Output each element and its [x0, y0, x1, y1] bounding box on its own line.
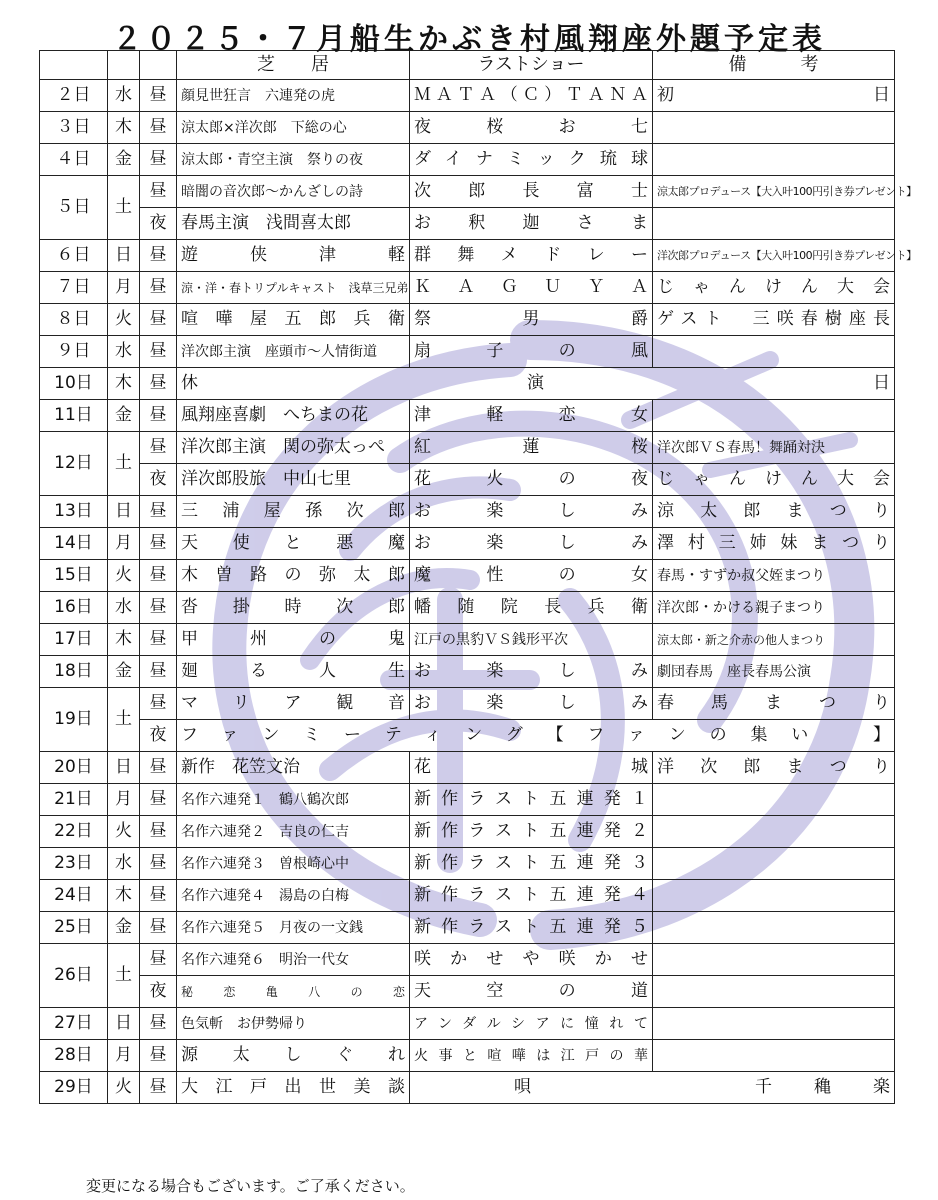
table-row	[40, 304, 895, 336]
show-cell: 幡随院長兵衛	[410, 592, 653, 624]
weekday-cell: 水	[108, 80, 140, 112]
table-row	[40, 976, 895, 1008]
show-cell: お釈迦さま	[410, 208, 653, 240]
table-row	[40, 656, 895, 688]
slot-cell: 夜	[140, 464, 177, 496]
table-row	[40, 848, 895, 880]
show-cell: 津軽恋女	[410, 400, 653, 432]
slot-cell: 夜	[140, 976, 177, 1008]
play-cell: 涼太郎×洋次郎 下総の心	[177, 112, 410, 144]
table-row	[40, 816, 895, 848]
slot-cell: 昼	[140, 112, 177, 144]
header-last-show: ラストショー	[410, 51, 653, 80]
table-row	[40, 464, 895, 496]
show-cell: ＫＡＧＵＹＡ	[410, 272, 653, 304]
date-cell: 28日	[40, 1040, 108, 1072]
weekday-cell: 水	[108, 848, 140, 880]
slot-cell: 昼	[140, 432, 177, 464]
note-cell: 洋次郎ＶＳ春馬！舞踊対決	[653, 432, 895, 464]
note-cell	[653, 944, 895, 976]
slot-cell: 昼	[140, 80, 177, 112]
weekday-cell: 月	[108, 1040, 140, 1072]
show-cell: 花火の夜	[410, 464, 653, 496]
date-cell: 26日	[40, 944, 108, 1008]
table-row	[40, 272, 895, 304]
play-cell: 春馬主演 浅間喜太郎	[177, 208, 410, 240]
date-cell: ４日	[40, 144, 108, 176]
slot-cell: 昼	[140, 784, 177, 816]
slot-cell: 昼	[140, 592, 177, 624]
slot-cell: 昼	[140, 1008, 177, 1040]
weekday-cell: 火	[108, 560, 140, 592]
table-row	[40, 80, 895, 112]
weekday-cell: 木	[108, 368, 140, 400]
table-row	[40, 240, 895, 272]
show-cell: お楽しみ	[410, 528, 653, 560]
slot-cell: 昼	[140, 496, 177, 528]
date-cell: ６日	[40, 240, 108, 272]
weekday-cell: 木	[108, 624, 140, 656]
note-cell	[653, 336, 895, 368]
table-row	[40, 944, 895, 976]
show-cell: 魔性の女	[410, 560, 653, 592]
play-cell: 喧嘩屋五郎兵衛	[177, 304, 410, 336]
slot-cell: 夜	[140, 720, 177, 752]
closed-label-b: 演	[527, 373, 544, 393]
play-cell: 遊侠津軽	[177, 240, 410, 272]
note-cell: 洋次郎プロデュース【大入叶100円引き券プレゼント】	[653, 240, 895, 272]
slot-cell: 昼	[140, 528, 177, 560]
date-cell: 29日	[40, 1072, 108, 1104]
date-cell: 20日	[40, 752, 108, 784]
note-cell	[653, 208, 895, 240]
show-cell: お楽しみ	[410, 656, 653, 688]
play-cell: 洋次郎股旅 中山七里	[177, 464, 410, 496]
closed-label-a: 休	[181, 373, 198, 393]
play-cell: 甲州の鬼	[177, 624, 410, 656]
table-row	[40, 176, 895, 208]
date-cell: 21日	[40, 784, 108, 816]
date-cell: 19日	[40, 688, 108, 752]
table-row	[40, 912, 895, 944]
show-cell: 群舞メドレー	[410, 240, 653, 272]
table-row	[40, 336, 895, 368]
play-cell: 三浦屋孫次郎	[177, 496, 410, 528]
table-row	[40, 624, 895, 656]
slot-cell: 昼	[140, 656, 177, 688]
note-cell	[653, 1008, 895, 1040]
weekday-cell: 火	[108, 1072, 140, 1104]
play-cell: マリア観音	[177, 688, 410, 720]
play-cell: 名作六連発３ 曽根崎心中	[177, 848, 410, 880]
slot-cell: 昼	[140, 1072, 177, 1104]
slot-cell: 昼	[140, 560, 177, 592]
note-cell: 澤村三姉妹まつり	[653, 528, 895, 560]
date-cell: 14日	[40, 528, 108, 560]
show-cell: 新作ラスト五連発１	[410, 784, 653, 816]
note-cell	[653, 1040, 895, 1072]
slot-cell: 昼	[140, 752, 177, 784]
play-cell: 名作六連発１ 鶴八鶴次郎	[177, 784, 410, 816]
weekday-cell: 金	[108, 656, 140, 688]
note-cell: 春馬・すずか叔父姪まつり	[653, 560, 895, 592]
table-row-final	[40, 1072, 895, 1104]
table-row	[40, 528, 895, 560]
date-cell: ７日	[40, 272, 108, 304]
fan-meeting-cell: ファンミーティング【ファンの集い 】	[177, 720, 895, 752]
show-cell: 祭男爵	[410, 304, 653, 336]
note-cell: 洋次郎まつり	[653, 752, 895, 784]
date-cell: 27日	[40, 1008, 108, 1040]
closed-cell	[177, 368, 895, 400]
table-row	[40, 592, 895, 624]
date-cell: 16日	[40, 592, 108, 624]
date-cell: 22日	[40, 816, 108, 848]
note-cell	[653, 816, 895, 848]
date-cell: ５日	[40, 176, 108, 240]
show-cell: ＭＡＴＡ（Ｃ）ＴＡＮＡ	[410, 80, 653, 112]
finale-cell	[410, 1072, 932, 1104]
table-row	[40, 112, 895, 144]
note-cell	[653, 976, 895, 1008]
header-notes: 備 考	[653, 51, 895, 80]
slot-cell: 昼	[140, 624, 177, 656]
slot-cell: 昼	[140, 336, 177, 368]
slot-cell: 昼	[140, 688, 177, 720]
table-row	[40, 688, 895, 720]
play-cell: 涼・洋・春トリプルキャスト 浅草三兄弟	[177, 272, 410, 304]
date-cell: 18日	[40, 656, 108, 688]
show-cell: 次郎長富士	[410, 176, 653, 208]
weekday-cell: 日	[108, 752, 140, 784]
play-cell: 源太しぐれ	[177, 1040, 410, 1072]
table-row	[40, 560, 895, 592]
slot-cell: 昼	[140, 368, 177, 400]
play-cell: 暗闇の音次郎～かんざしの詩	[177, 176, 410, 208]
weekday-cell: 水	[108, 336, 140, 368]
show-cell: 火事と喧嘩は江戸の華	[410, 1040, 653, 1072]
table-row-closed	[40, 368, 895, 400]
note-cell	[653, 784, 895, 816]
date-cell: 25日	[40, 912, 108, 944]
weekday-cell: 水	[108, 592, 140, 624]
show-cell: 夜桜お七	[410, 112, 653, 144]
show-cell: 江戸の黒豹ＶＳ銭形平次	[410, 624, 653, 656]
table-row	[40, 752, 895, 784]
table-row	[40, 400, 895, 432]
weekday-cell: 木	[108, 880, 140, 912]
show-cell: お楽しみ	[410, 496, 653, 528]
slot-cell: 昼	[140, 272, 177, 304]
note-cell: じゃんけん大会	[653, 272, 895, 304]
date-cell: ２日	[40, 80, 108, 112]
weekday-cell: 土	[108, 432, 140, 496]
footer-notice: 変更になる場合もございます。ご了承ください。	[86, 1177, 415, 1195]
weekday-cell: 木	[108, 112, 140, 144]
show-cell: 咲かせや咲かせ	[410, 944, 653, 976]
play-cell: 名作六連発２ 吉良の仁吉	[177, 816, 410, 848]
finale-senshuraku-label: 千穐楽	[755, 1077, 932, 1097]
note-cell: じゃんけん大会	[653, 464, 895, 496]
note-cell	[653, 112, 895, 144]
note-cell: 洋次郎・かける親子まつり	[653, 592, 895, 624]
note-cell: 涼太郎・新之介赤の他人まつり	[653, 624, 895, 656]
show-cell: 新作ラスト五連発３	[410, 848, 653, 880]
play-cell: 洋次郎主演 関の弥太っぺ	[177, 432, 410, 464]
show-cell: 新作ラスト五連発５	[410, 912, 653, 944]
weekday-cell: 月	[108, 528, 140, 560]
weekday-cell: 土	[108, 688, 140, 752]
note-cell	[653, 400, 895, 432]
weekday-cell: 日	[108, 496, 140, 528]
play-cell: 沓掛時次郎	[177, 592, 410, 624]
slot-cell: 昼	[140, 304, 177, 336]
weekday-cell: 金	[108, 912, 140, 944]
slot-cell: 昼	[140, 816, 177, 848]
note-cell: 涼太郎まつり	[653, 496, 895, 528]
weekday-cell: 土	[108, 176, 140, 240]
date-cell: 10日	[40, 368, 108, 400]
play-cell: 秘恋亀八の恋	[177, 976, 410, 1008]
slot-cell: 昼	[140, 848, 177, 880]
date-cell: 13日	[40, 496, 108, 528]
table-row	[40, 784, 895, 816]
play-cell: 木曽路の弥太郎	[177, 560, 410, 592]
slot-cell: 夜	[140, 208, 177, 240]
date-cell: 12日	[40, 432, 108, 496]
play-cell: 大江戸出世美談	[177, 1072, 410, 1104]
play-cell: 洋次郎主演 座頭市～人情街道	[177, 336, 410, 368]
date-cell: 23日	[40, 848, 108, 880]
show-cell: 天空の道	[410, 976, 653, 1008]
page-title: ２０２５・７月船生かぶき村風翔座外題予定表	[112, 22, 826, 57]
closed-label-c: 日	[873, 373, 890, 393]
header-shibai: 芝 居	[177, 51, 410, 80]
play-cell: 名作六連発５ 月夜の一文銭	[177, 912, 410, 944]
slot-cell: 昼	[140, 176, 177, 208]
slot-cell: 昼	[140, 880, 177, 912]
note-cell	[653, 144, 895, 176]
weekday-cell: 金	[108, 144, 140, 176]
note-cell	[653, 912, 895, 944]
table-row	[40, 208, 895, 240]
weekday-cell: 日	[108, 1008, 140, 1040]
slot-cell: 昼	[140, 912, 177, 944]
weekday-cell: 火	[108, 816, 140, 848]
show-cell: 花城	[410, 752, 653, 784]
slot-cell: 昼	[140, 240, 177, 272]
table-row	[40, 432, 895, 464]
play-cell: 新作 花笠文治	[177, 752, 410, 784]
date-cell: 11日	[40, 400, 108, 432]
weekday-cell: 月	[108, 784, 140, 816]
show-cell: アンダルシアに憧れて	[410, 1008, 653, 1040]
note-cell: 春馬まつり	[653, 688, 895, 720]
date-cell: 24日	[40, 880, 108, 912]
play-cell: 涼太郎・青空主演 祭りの夜	[177, 144, 410, 176]
schedule-table	[39, 50, 932, 1104]
table-row	[40, 1040, 895, 1072]
show-cell: 扇子の風	[410, 336, 653, 368]
table-row	[40, 720, 895, 752]
play-cell: 顔見世狂言 六連発の虎	[177, 80, 410, 112]
show-cell: 新作ラスト五連発２	[410, 816, 653, 848]
show-cell: 新作ラスト五連発４	[410, 880, 653, 912]
play-cell: 廻る人生	[177, 656, 410, 688]
play-cell: 名作六連発６ 明治一代女	[177, 944, 410, 976]
weekday-cell: 金	[108, 400, 140, 432]
table-row	[40, 144, 895, 176]
note-cell: 劇団春馬 座長春馬公演	[653, 656, 895, 688]
weekday-cell: 土	[108, 944, 140, 1008]
show-cell: 紅蓮桜	[410, 432, 653, 464]
play-cell: 風翔座喜劇 へちまの花	[177, 400, 410, 432]
note-cell	[653, 880, 895, 912]
note-cell	[653, 848, 895, 880]
slot-cell: 昼	[140, 1040, 177, 1072]
date-cell: 15日	[40, 560, 108, 592]
play-cell: 色気斬 お伊勢帰り	[177, 1008, 410, 1040]
weekday-cell: 月	[108, 272, 140, 304]
table-row	[40, 1008, 895, 1040]
table-row	[40, 880, 895, 912]
date-cell: ８日	[40, 304, 108, 336]
weekday-cell: 火	[108, 304, 140, 336]
show-cell: ダイナミック琉球	[410, 144, 653, 176]
finale-song-label: 唄	[514, 1077, 531, 1097]
slot-cell: 昼	[140, 944, 177, 976]
date-cell: ９日	[40, 336, 108, 368]
note-cell: 初 日	[653, 80, 895, 112]
note-cell: ゲスト 三咲春樹座長	[653, 304, 895, 336]
slot-cell: 昼	[140, 144, 177, 176]
table-row	[40, 496, 895, 528]
slot-cell: 昼	[140, 400, 177, 432]
play-cell: 名作六連発４ 湯島の白梅	[177, 880, 410, 912]
note-cell: 涼太郎プロデュース【大入叶100円引き券プレゼント】	[653, 176, 895, 208]
play-cell: 天使と悪魔	[177, 528, 410, 560]
weekday-cell: 日	[108, 240, 140, 272]
date-cell: 17日	[40, 624, 108, 656]
date-cell: ３日	[40, 112, 108, 144]
show-cell: お楽しみ	[410, 688, 653, 720]
